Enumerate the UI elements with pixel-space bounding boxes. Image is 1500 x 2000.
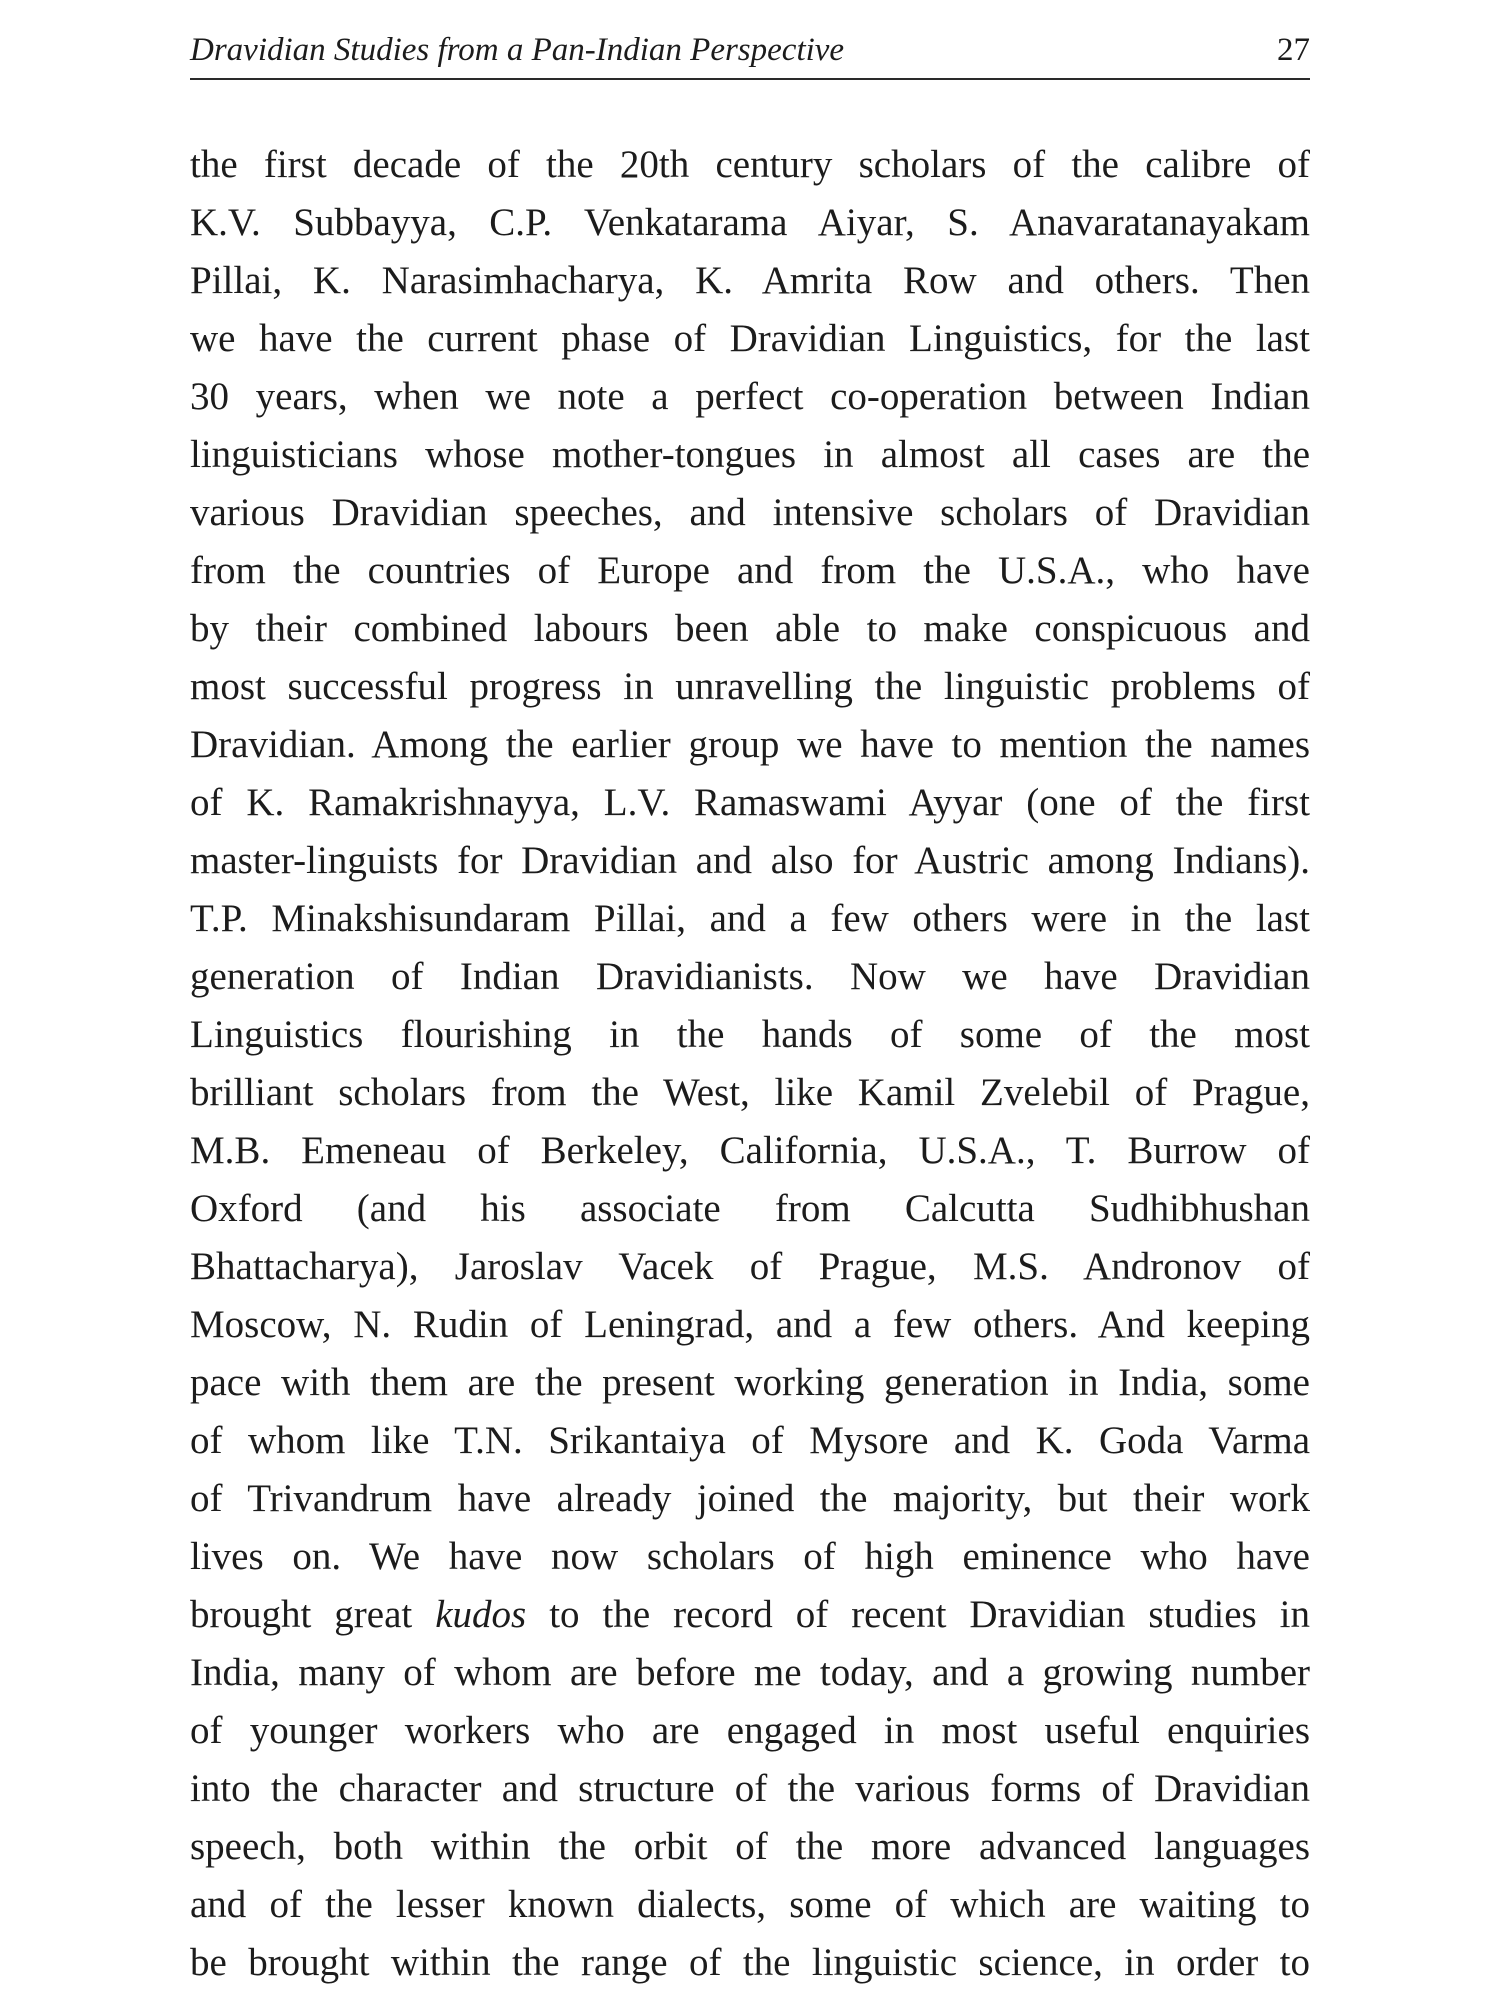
text-line: M.B. Emeneau of Berkeley, California, U.S.A., T. Burrow of xyxy=(190,1129,1310,1172)
text-line: most successful progress in unravelling the linguistic problems of xyxy=(190,665,1310,708)
text-line: Moscow, N. Rudin of Leningrad, and a few others. And keeping xyxy=(190,1303,1310,1346)
text-line: and of the lesser known dialects, some of which are waiting to xyxy=(190,1883,1310,1926)
text-line: 30 years, when we note a perfect co-operation between Indian xyxy=(190,375,1310,418)
text-line: K.V. Subbayya, C.P. Venkatarama Aiyar, S. Anavaratanayakam xyxy=(190,201,1310,244)
text-line: lives on. We have now scholars of high eminence who have xyxy=(190,1535,1310,1578)
text-segment: brought great xyxy=(190,1593,436,1636)
text-line: be brought within the range of the linguistic science, in order to xyxy=(190,1941,1310,1984)
text-segment: to the record of recent Dravidian studies in xyxy=(526,1593,1310,1636)
body-paragraph xyxy=(190,136,1310,1992)
text-line-with-italic xyxy=(190,1586,1310,1644)
text-line: India, many of whom are before me today, and a growing number xyxy=(190,1651,1310,1694)
running-header xyxy=(190,24,1310,80)
text-line: by their combined labours been able to make conspicuous and xyxy=(190,607,1310,650)
text-line: of younger workers who are engaged in most useful enquiries xyxy=(190,1709,1310,1752)
text-line: Linguistics flourishing in the hands of some of the most xyxy=(190,1013,1310,1056)
text-line: generation of Indian Dravidianists. Now we have Dravidian xyxy=(190,955,1310,998)
text-line: Pillai, K. Narasimhacharya, K. Amrita Row and others. Then xyxy=(190,259,1310,302)
page-number: 27 xyxy=(1277,32,1310,68)
text-line: linguisticians whose mother-tongues in almost all cases are the xyxy=(190,433,1310,476)
text-line: Bhattacharya), Jaroslav Vacek of Prague, M.S. Andronov of xyxy=(190,1245,1310,1288)
text-line: brilliant scholars from the West, like Kamil Zvelebil of Prague, xyxy=(190,1071,1310,1114)
text-line: we have the current phase of Dravidian Linguistics, for the last xyxy=(190,317,1310,360)
italic-term: kudos xyxy=(435,1593,527,1636)
text-line: T.P. Minakshisundaram Pillai, and a few others were in the last xyxy=(190,897,1310,940)
text-line: various Dravidian speeches, and intensive scholars of Dravidian xyxy=(190,491,1310,534)
text-line: from the countries of Europe and from the U.S.A., who have xyxy=(190,549,1310,592)
text-line: of Trivandrum have already joined the majority, but their work xyxy=(190,1477,1310,1520)
text-line: Oxford (and his associate from Calcutta Sudhibhushan xyxy=(190,1187,1310,1230)
text-line: the first decade of the 20th century scholars of the calibre of xyxy=(190,143,1310,186)
running-header-title: Dravidian Studies from a Pan-Indian Perspective xyxy=(190,32,845,68)
text-line: into the character and structure of the various forms of Dravidian xyxy=(190,1767,1310,1810)
text-line: of K. Ramakrishnayya, L.V. Ramaswami Ayyar (one of the first xyxy=(190,781,1310,824)
text-line: master-linguists for Dravidian and also for Austric among Indians). xyxy=(190,839,1310,882)
text-line: of whom like T.N. Srikantaiya of Mysore and K. Goda Varma xyxy=(190,1419,1310,1462)
text-line: pace with them are the present working generation in India, some xyxy=(190,1361,1310,1404)
text-line: speech, both within the orbit of the more advanced languages xyxy=(190,1825,1310,1868)
text-line: Dravidian. Among the earlier group we have to mention the names xyxy=(190,723,1310,766)
